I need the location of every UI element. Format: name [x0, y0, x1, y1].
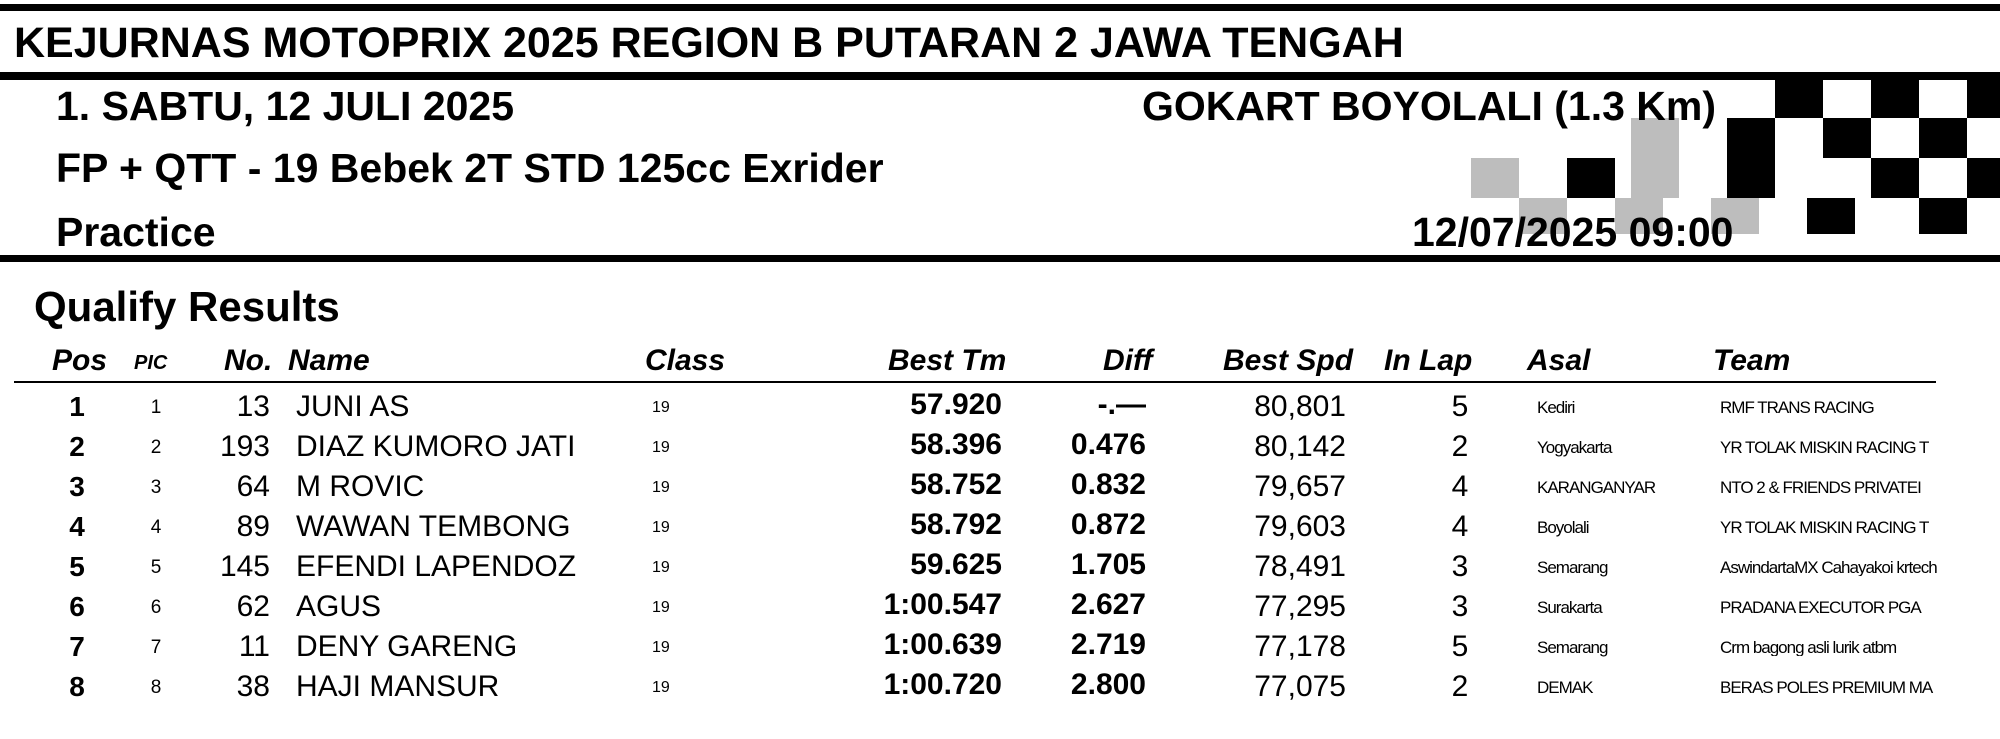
row-best-speed: 77,075: [1254, 670, 1346, 703]
col-pos: Pos: [52, 344, 108, 377]
row-in-lap: 2: [1451, 430, 1469, 463]
row-pos: 3: [69, 471, 85, 502]
row-number: 38: [236, 670, 270, 703]
flag-square: [1775, 80, 1823, 118]
row-name: HAJI MANSUR: [296, 670, 500, 703]
row-diff: 2.800: [1070, 668, 1146, 701]
row-number: 64: [236, 470, 270, 503]
row-best-time: 57.920: [910, 388, 1002, 421]
row-in-lap: 3: [1451, 550, 1469, 583]
row-pos: 6: [69, 591, 85, 622]
flag-square: [1871, 158, 1919, 198]
row-in-lap: 4: [1451, 510, 1469, 543]
table-row: [0, 547, 2000, 587]
row-pos: 4: [69, 511, 85, 542]
row-diff: -.—: [1097, 388, 1146, 421]
flag-square: [1807, 198, 1855, 234]
row-name: WAWAN TEMBONG: [296, 510, 571, 543]
row-number: 145: [219, 550, 270, 583]
row-best-time: 59.625: [910, 548, 1002, 581]
row-best-time: 1:00.639: [883, 628, 1002, 661]
session-type: Practice: [56, 209, 216, 255]
row-diff: 0.872: [1070, 508, 1146, 541]
col-diff: Diff: [1103, 344, 1153, 377]
row-name: JUNI AS: [296, 390, 410, 423]
row-pic: 2: [150, 437, 162, 458]
table-row: [0, 427, 2000, 467]
row-pic: 6: [150, 597, 162, 618]
col-in-lap: In Lap: [1384, 344, 1473, 377]
flag-square: [1919, 198, 1967, 234]
row-number: 13: [236, 390, 270, 423]
row-class: 19: [652, 599, 670, 616]
row-class: 19: [652, 399, 670, 416]
flag-square: [1567, 158, 1615, 198]
flag-square: [1823, 118, 1871, 158]
row-pos: 5: [69, 551, 85, 582]
col-best-tm: Best Tm: [888, 344, 1007, 377]
row-name: DIAZ KUMORO JATI: [296, 430, 576, 463]
race-class: FP + QTT - 19 Bebek 2T STD 125cc Exrider: [56, 145, 884, 191]
row-best-speed: 78,491: [1254, 550, 1346, 583]
row-team: BERAS POLES PREMIUM MA: [1720, 679, 1933, 696]
flag-square: [1919, 118, 1967, 158]
row-asal: KARANGANYAR: [1537, 478, 1656, 497]
col-no: No.: [224, 344, 273, 377]
flag-square: [1727, 158, 1775, 198]
row-in-lap: 5: [1451, 630, 1469, 663]
flag-square: [1871, 80, 1919, 118]
session-day: 1. SABTU, 12 JULI 2025: [56, 83, 515, 129]
row-asal: Yogyakarta: [1537, 438, 1612, 457]
row-diff: 0.832: [1070, 468, 1146, 501]
flag-square: [1727, 118, 1775, 158]
col-pic: PIC: [134, 352, 168, 374]
row-best-time: 58.792: [910, 508, 1002, 541]
flag-square: [1967, 158, 2000, 198]
row-best-speed: 77,295: [1254, 590, 1346, 623]
table-row: [0, 587, 2000, 627]
row-class: 19: [652, 559, 670, 576]
row-class: 19: [652, 639, 670, 656]
row-best-time: 58.752: [910, 468, 1002, 501]
row-name: DENY GARENG: [296, 630, 518, 663]
row-team: Crm bagong asli lurik atbm: [1720, 639, 1897, 656]
row-best-speed: 79,603: [1254, 510, 1346, 543]
table-row: [0, 507, 2000, 547]
row-class: 19: [652, 439, 670, 456]
header-rule: [0, 255, 2000, 262]
row-asal: Kediri: [1537, 398, 1575, 417]
row-in-lap: 2: [1451, 670, 1469, 703]
row-name: EFENDI LAPENDOZ: [296, 550, 577, 583]
flag-square: [1631, 158, 1679, 198]
row-in-lap: 5: [1451, 390, 1469, 423]
table-header-rule: [14, 381, 1936, 383]
row-name: AGUS: [296, 590, 382, 623]
row-asal: Boyolali: [1537, 518, 1589, 537]
row-name: M ROVIC: [296, 470, 425, 503]
flag-square: [1471, 158, 1519, 198]
row-pos: 7: [69, 631, 85, 662]
row-pic: 4: [150, 517, 162, 538]
row-pic: 3: [150, 477, 162, 498]
col-asal: Asal: [1527, 344, 1591, 377]
col-name: Name: [288, 344, 370, 377]
row-in-lap: 4: [1451, 470, 1469, 503]
row-best-speed: 77,178: [1254, 630, 1346, 663]
col-team: Team: [1713, 344, 1791, 377]
row-diff: 2.719: [1070, 628, 1146, 661]
row-pos: 1: [69, 391, 85, 422]
row-asal: DEMAK: [1537, 678, 1593, 697]
row-best-speed: 80,801: [1254, 390, 1346, 423]
row-pos: 2: [69, 431, 85, 462]
col-best-spd: Best Spd: [1223, 344, 1354, 377]
row-best-time: 1:00.720: [883, 668, 1002, 701]
row-class: 19: [652, 519, 670, 536]
row-best-speed: 80,142: [1254, 430, 1346, 463]
row-team: PRADANA EXECUTOR PGA: [1720, 599, 1921, 616]
row-pic: 8: [150, 677, 162, 698]
results-title: Qualify Results: [34, 283, 340, 330]
flag-square: [1967, 80, 2000, 118]
row-team: YR TOLAK MISKIN RACING T: [1720, 439, 1929, 456]
col-class: Class: [645, 344, 726, 377]
table-row: [0, 627, 2000, 667]
event-title: KEJURNAS MOTOPRIX 2025 REGION B PUTARAN 2 JAWA TENGAH: [14, 19, 1404, 67]
row-in-lap: 3: [1451, 590, 1469, 623]
row-team: YR TOLAK MISKIN RACING T: [1720, 519, 1929, 536]
row-asal: Semarang: [1537, 558, 1608, 577]
row-number: 89: [236, 510, 270, 543]
row-number: 193: [219, 430, 270, 463]
row-asal: Surakarta: [1537, 598, 1602, 617]
row-pic: 7: [150, 637, 162, 658]
session-datetime: 12/07/2025 09:00: [1412, 209, 1734, 255]
row-number: 11: [238, 630, 270, 663]
row-diff: 0.476: [1070, 428, 1146, 461]
row-best-time: 58.396: [910, 428, 1002, 461]
table-row: [0, 467, 2000, 507]
table-row: [0, 667, 2000, 707]
row-pos: 8: [69, 671, 85, 702]
row-asal: Semarang: [1537, 638, 1608, 657]
row-team: AswindartaMX Cahayakoi krtech: [1720, 559, 1937, 576]
row-number: 62: [236, 590, 270, 623]
row-diff: 1.705: [1070, 548, 1146, 581]
row-class: 19: [652, 679, 670, 696]
row-class: 19: [652, 479, 670, 496]
row-team: RMF TRANS RACING: [1720, 399, 1874, 416]
row-best-time: 1:00.547: [883, 588, 1002, 621]
row-best-speed: 79,657: [1254, 470, 1346, 503]
row-pic: 1: [150, 397, 162, 418]
row-team: NTO 2 & FRIENDS PRIVATEI: [1720, 479, 1921, 496]
table-row: [0, 387, 2000, 427]
venue: GOKART BOYOLALI (1.3 Km): [1142, 83, 1717, 129]
row-diff: 2.627: [1070, 588, 1146, 621]
row-pic: 5: [150, 557, 162, 578]
